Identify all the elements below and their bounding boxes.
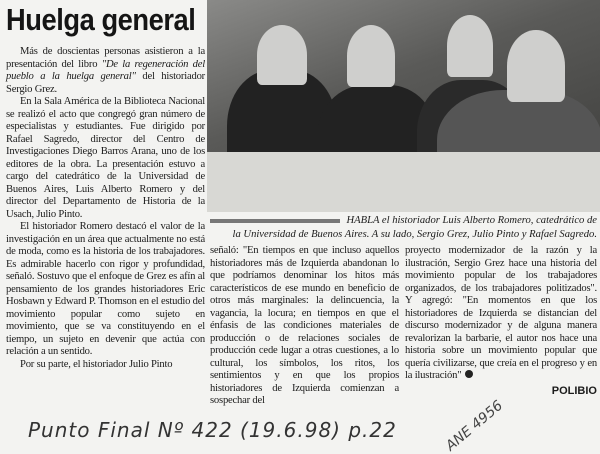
text: del historiador Sergio Grez. — [6, 71, 205, 95]
paragraph: El historiador Romero destacó el valor de la investigación en un área que actualmente no está de moda, como es la historia de los trabajadores. Es admirable hacerlo con rigor y profundidad, señaló. Sostuvo que el enfoque de Grez es afín al pensamiento de los grandes historiadores Eric Hosbawn y Edward P. Thomson en el estudio del movimiento popular como sujeto en movimiento, que se va constituyendo en el tiempo, un sujeto en devenir que actúa con relación a un sentido. — [6, 221, 205, 357]
article-photo — [207, 0, 600, 212]
handwritten-note: Punto Final Nº 422 (19.6.98) p.22 — [28, 418, 397, 442]
paragraph: señaló: "En tiempos en que incluso aquellos historiadores más de Izquierda abandonan lo que podríamos denominar los hitos más característicos de ese mundo en beneficio de otros más marginales: la delincuencia, la vagancia, la locura; en tiempos en que el énfasis de las condiciones materiales de producción o de relaciones sociales de producción cede lugar a otras cuestiones, a lo cultural, los símbolos, los ritos, los sentimientos y en que los propios historiadores de Izquierda comienzan a sospechar del — [210, 245, 399, 406]
photo-caption — [210, 214, 597, 242]
caption-text: HABLA el historiador Luis Alberto Romero, catedrático de la Universidad de Buenos Aires. A su lado, Sergio Grez, Julio Pinto y Rafael Sagredo. — [232, 215, 597, 240]
column-2 — [210, 245, 399, 408]
column-1 — [6, 46, 205, 371]
handwritten-code: ANE 4956 — [442, 397, 507, 454]
paragraph: En la Sala América de la Biblioteca Nacional se realizó el acto que congregó gran número de especialistas y estudiantes. Fue dirigido por Rafael Sagredo, director del Centro de Investigaciones Diego Barros Arana, uno de los editores de la obra. La presentación estuvo a cargo del catedrático de la Universidad de Buenos Aires, Luis Alberto Romero y del director del Departamento de Historia de la Usach, Julio Pinto. — [6, 96, 205, 220]
paragraph: Por su parte, el historiador Julio Pinto — [20, 358, 173, 370]
text: proyecto modernizador de la razón y la ilustración, Sergio Grez hace una historia del movimiento popular de los trabajadores organizados, de los trabajadores politizados". Y agregó: "En momentos en que los historiadores de Izquierda se distancian del discurso modernizador y de alguna manera revalorizan la barbarie, el autor nos hace una historia sobre un movimiento popular que quería civilizarse, que creía en el progreso y en la ilustración" — [405, 245, 597, 381]
author-signature: POLIBIO — [551, 384, 597, 397]
paragraph — [405, 245, 597, 383]
paragraph — [6, 46, 205, 96]
book-title: "De la regeneración del pueblo a la huelga general" — [6, 58, 205, 82]
column-3 — [405, 245, 597, 397]
end-mark-icon — [465, 370, 473, 378]
text: Más de doscientas personas asistieron a la presentación del libro — [6, 46, 205, 70]
headline: Huelga general — [6, 2, 196, 37]
